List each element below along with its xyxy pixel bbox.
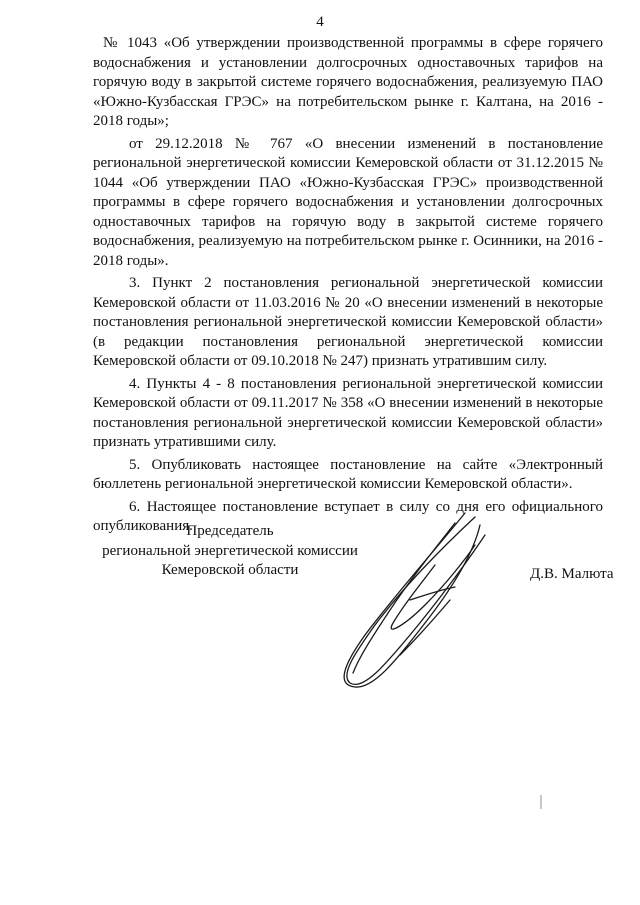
paragraph-767-decree: от 29.12.2018 № 767 «О внесении изменений в постановление региональной энергетической комиссии Кемеровской области от 31.12.2015 № 1044 «Об утверждении ПАО «Южно-Кузбасская ГРЭС» производственной программы в сфере горячего водоснабжения и установлении долгосрочных одноставочных тарифов на горячую воду в закрытой системе горячего водоснабжения, реализуемую на потребительском рынке г. Осинники, на 2016 - 2018 годы». xyxy=(93,135,603,269)
paragraph-item-6: 6. Настоящее постановление вступает в силу со дня его официального опубликования. xyxy=(93,498,603,534)
position-line-2: региональной энергетической комиссии xyxy=(102,542,358,559)
handwritten-signature xyxy=(315,505,495,695)
document-body xyxy=(93,34,603,540)
position-line-3: Кемеровской области xyxy=(161,562,299,578)
paragraph-item-4: 4. Пункты 4 - 8 постановления региональной энергетической комиссии Кемеровской области от 09.11.2017 № 358 «О внесении изменений в некоторые постановления региональной энергетической комиссии Кемеровской области» признать утратившими силу. xyxy=(93,375,603,450)
paragraph-1043-decree: № 1043 «Об утверждении производственной программы в сфере горячего водоснабжения и установлении долгосрочных одноставочных тарифов на горячую воду в закрытой системе горячего водоснабжения, реализуемую ПАО «Южно-Кузбасская ГРЭС» на потребительском рынке г. Калтана, на 2016 - 2018 годы»; xyxy=(93,35,603,129)
margin-mark xyxy=(540,795,542,809)
signer-name: Д.В. Малюта xyxy=(530,566,614,582)
page-number: 4 xyxy=(316,14,324,30)
position-line-1: Председатель xyxy=(186,523,274,539)
paragraph-item-5: 5. Опубликовать настоящее постановление на сайте «Электронный бюллетень региональной энергетической комиссии Кемеровской области». xyxy=(93,456,603,492)
paragraph-item-3: 3. Пункт 2 постановления региональной энергетической комиссии Кемеровской области от 11.03.2016 № 20 «О внесении изменений в некоторые постановления региональной энергетической комиссии Кемеровской области» (в редакции постановления региональной энергетической комиссии Кемеровской области от 09.10.2018 № 247) признать утратившим силу. xyxy=(93,275,603,369)
